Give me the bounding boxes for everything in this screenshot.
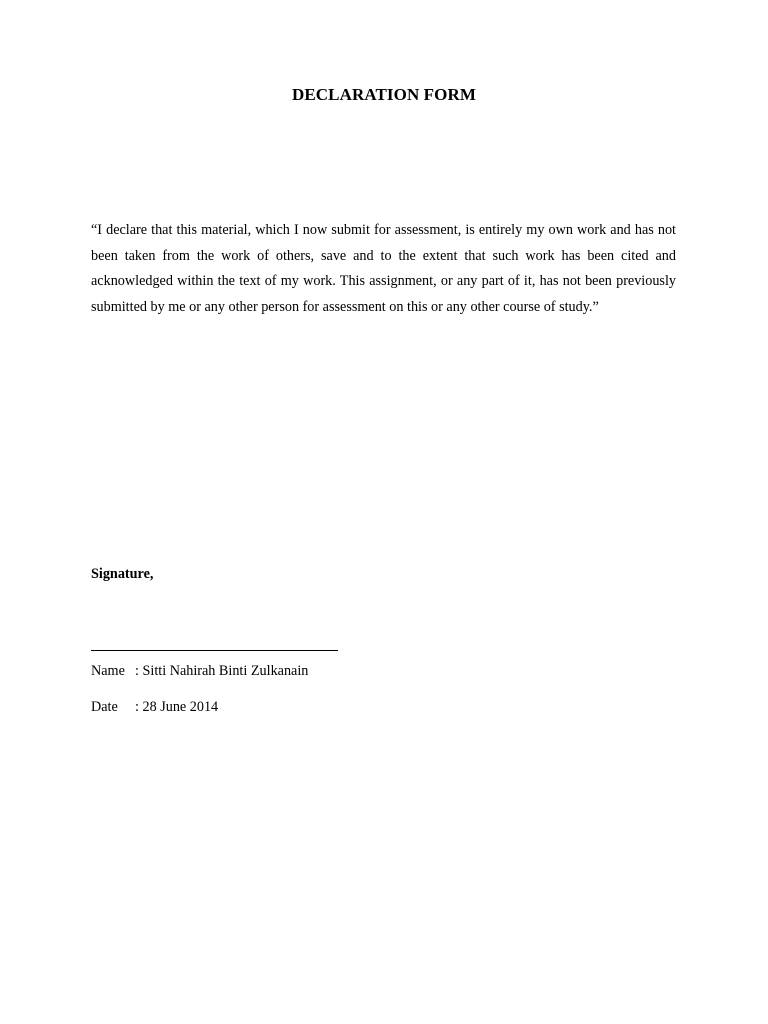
declaration-paragraph: “I declare that this material, which I now submit for assessment, is entirely my own work and has not been taken from the work of others, save and to the extent that such work has been cited and acknowledged within the text of my work. This assignment, or any part of it, has not been previously submitted by me or any other person for assessment on this or any other course of study.” [91,222,676,315]
date-value: : 28 June 2014 [135,699,219,715]
document-title: DECLARATION FORM [291,85,477,104]
name-value: : Sitti Nahirah Binti Zulkanain [135,663,309,679]
signature-line [91,650,338,651]
signature-heading: Signature, [91,566,154,582]
date-row [91,699,218,716]
name-row [91,663,308,680]
name-label: Name [91,663,125,679]
date-label: Date [91,699,118,715]
